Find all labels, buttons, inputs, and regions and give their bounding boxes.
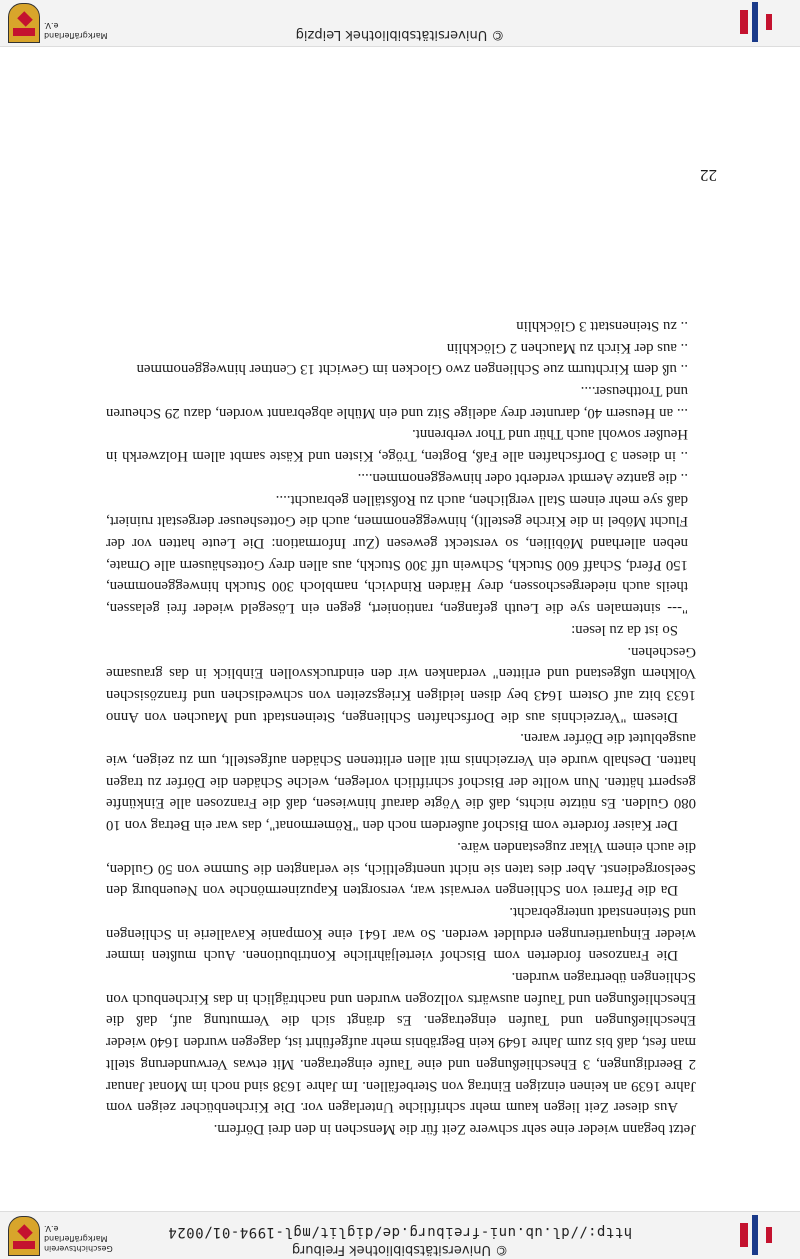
- society-logo: [8, 1214, 118, 1256]
- society-name-line1: Geschichtsverein: [44, 1244, 113, 1253]
- quote-line: ... an Heusern 40, darunter drey adelige Sitz und ein Mühle abgebrannt worden, dazu 29 Scheuren und Trottheuser....: [106, 383, 688, 421]
- coat-of-arms-icon: [8, 1216, 40, 1256]
- viewer-header-bottom: [0, 0, 800, 47]
- paragraph: Die Franzosen forderten vom Bischof vierteljährliche Kontributionen. Auch mußten immer wieder Einquartierungen erduldet werden. So war 1641 eine Kompanie Kavallerie in Schliengen und Steinenstadt untergebracht.: [106, 903, 696, 964]
- document-url-link[interactable]: http://dl.ub.uni-freiburg.de/diglit/mgl-1994-01/0024: [167, 1224, 633, 1240]
- quote-line: .. die gantze Aermdt verderbt oder hinweggenommen....: [357, 469, 688, 486]
- page-body-text: [106, 314, 696, 1139]
- quote-line: .. uß dem Kirchturm zue Schliengen zwo Glocken im Gewicht 13 Centner hinweggenommen: [136, 361, 688, 378]
- paragraph: Da die Pfarrei von Schliengen verwaist war, versorgten Kapuzinermönche von Neuenburg den Seelsorgedienst. Aber dies taten sie nicht unentgeltlich, sie verlangten die Summe von 50 Gulden, die auch einem Vikar zugestanden wäre.: [106, 838, 696, 899]
- paragraph: Aus dieser Zeit liegen kaum mehr schriftliche Unterlagen vor. Die Kirchenbücher zeigen vom Jahre 1639 an keinen einzigen Eintrag von Sterbefällen. Im Jahre 1638 sind noch im Monat Januar 2 Beerdigungen, 3 Eheschließungen und eine Taufe eingetragen. Mit etwas Verwunderung stellt man fest, daß bis zum Jahre 1649 kein Begräbnis mehr aufgeführt ist, dagegen wurden 1640 wieder Eheschließungen und Taufen eingetragen. Es drängt sich die Vermutung auf, daß die Eheschließungen und Taufen auswärts vollzogen wurden und nachträglich in das Kirchenbuch von Schliengen übertragen wurden.: [106, 969, 696, 1116]
- paragraph: Diesem "Verzeichnis aus die Dorfschaften Schliengen, Steinenstadt und Mauchen von Anno 1633 bitz auf Ostern 1643 bey disen leidigen Kriegszeiten von schwedischen und französischen Volkhern ußgestand und erlitten" verdanken wir den eindrucksvollen Einblick in das grausame Geschehen.: [106, 643, 696, 725]
- paragraph: Jetzt begann wieder eine sehr schwere Zeit für die Menschen in den drei Dörfern.: [213, 1121, 696, 1137]
- paragraph: So ist da zu lesen:: [571, 621, 678, 638]
- paragraph: Der Kaiser forderte vom Bischof außerdem noch den "Römermonat", das war ein Betrag von 10 080 Gulden. Es nützte nichts, daß die Vögte darauf hinwiesen, daß die Franzosen alle Einkünfte gesperrt hätten. Nun wollte der Bischof schriftlich vorlegen, welche Schäden die Dörfer zu tragen hatten. Deshalb wurde ein Verzeichnis mit allen erlittenen Schäden aufgestellt, um zu zeigen, wie ausgeblutet die Dörfer waren.: [106, 730, 696, 834]
- copyright-notice: © Universitätsbibliothek Freiburg: [291, 1242, 509, 1257]
- society-name-line2: Markgräflerland e.V.: [44, 1224, 108, 1243]
- quote-line: .. zu Steinenstatt 3 Glöckhlin: [516, 317, 688, 334]
- quote-line: .. in diesen 3 Dorfschaften alle Faß, Bogten, Tröge, Kisten und Käste sambt allem Holzwerkh in Heußer sowohl auch Thür und Thor verbrennt.: [106, 426, 688, 465]
- coat-of-arms-icon: [8, 3, 40, 43]
- viewer-header-top: [0, 1211, 800, 1259]
- copyright-notice: © Universitätsbibliothek Leipzig: [295, 27, 505, 42]
- quote-line: .. aus der Kirch zu Mauchen 2 Glöckhlin: [446, 339, 688, 356]
- society-logo: [8, 1, 118, 43]
- quote-line: "--- sintemalen sye die Leuth gefangen, rantioniert, gegen ein Lösegeld wieder frei gelassen, theils auch niedergeschossen, drey Härden Rindvich, nambloch 300 Stuckh hinweggenommen, 150 Pferd, Schaff 600 Stuckh, Schwein uff 300 Stuckh, aus allen drey Gotteshäusern alle Ornate, neben allerhand Möbilien, so versteckt gewesen (Zur Information: Die Leute hatten vor der Flucht Möbel in die Kirche gestellt), hinweggenommen, auch die Gottesheuser dergestalt ruiniert, daß sye mehr einem Stall verglichen, auch zu Roßställen gebraucht....: [106, 491, 688, 617]
- page-number: 22: [700, 166, 717, 185]
- society-name-line: Markgräflerland e.V.: [44, 21, 108, 40]
